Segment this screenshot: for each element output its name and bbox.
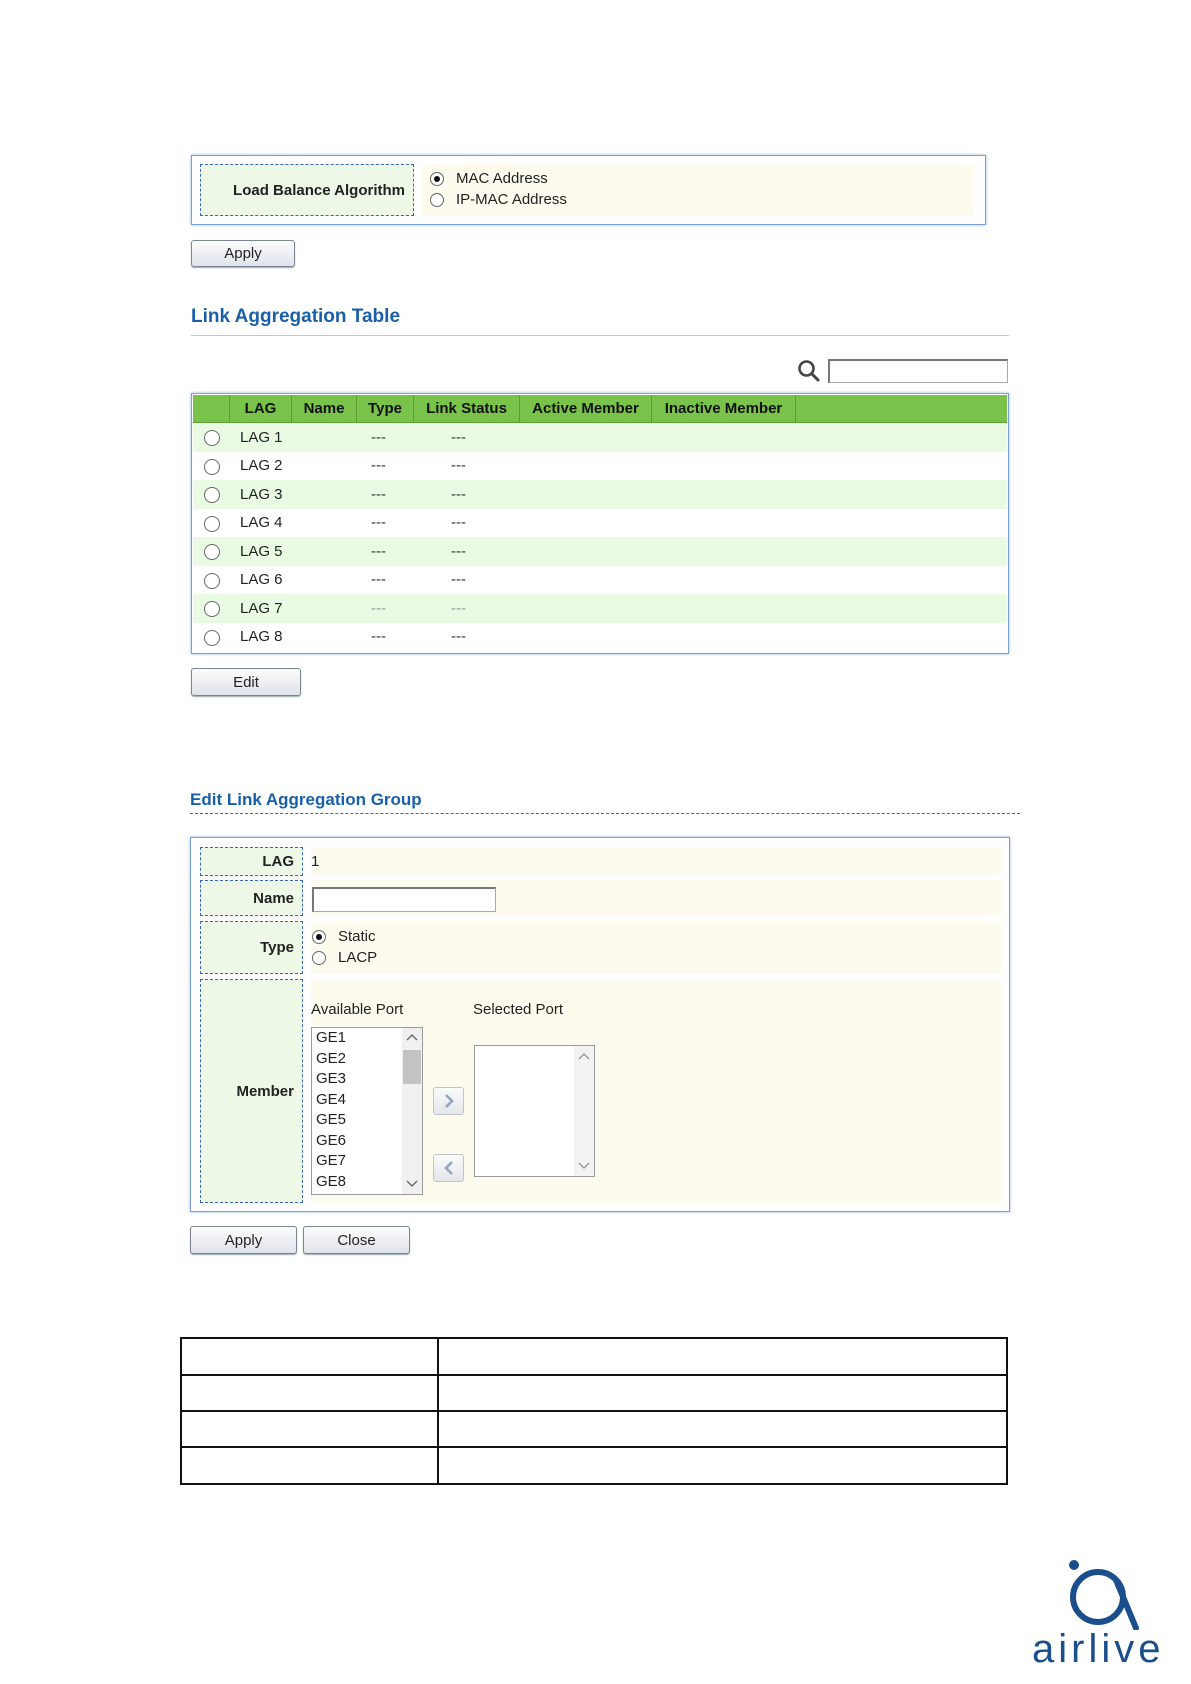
row-radio[interactable] <box>204 516 220 532</box>
radio-icon[interactable] <box>430 193 444 207</box>
list-item[interactable]: GE8 <box>316 1172 347 1190</box>
list-item[interactable]: GE7 <box>316 1152 347 1169</box>
cell-link-status: --- <box>451 514 466 532</box>
cell-type: --- <box>371 599 386 617</box>
radio-lacp[interactable] <box>312 947 377 968</box>
type-options <box>311 921 1001 974</box>
search-input[interactable] <box>828 359 1008 383</box>
header-name[interactable]: Name <box>292 395 357 422</box>
row-radio[interactable] <box>204 487 220 503</box>
edit-group-title: Edit Link Aggregation Group <box>190 790 422 809</box>
member-label: Member <box>200 979 303 1203</box>
radio-icon[interactable] <box>430 172 444 186</box>
header-link-status[interactable]: Link Status <box>414 395 520 422</box>
chevron-down-icon[interactable] <box>406 1180 418 1188</box>
list-item[interactable]: GE3 <box>316 1070 347 1087</box>
scrollbar[interactable] <box>402 1028 422 1194</box>
cell-type: --- <box>371 428 386 446</box>
cell-type: --- <box>371 571 386 589</box>
table-row[interactable] <box>193 509 1007 538</box>
cell-type: --- <box>371 628 386 646</box>
chevron-right-icon <box>442 1093 456 1109</box>
airlive-logo <box>1030 1555 1180 1675</box>
header-type[interactable]: Type <box>357 395 414 422</box>
remove-port-button[interactable] <box>433 1154 464 1182</box>
scrollbar-thumb[interactable] <box>403 1050 421 1084</box>
table-row <box>182 1375 1006 1412</box>
load-balance-panel <box>191 155 986 225</box>
cell-lag: LAG 4 <box>240 514 283 532</box>
table-row[interactable] <box>193 566 1007 595</box>
radio-ip-mac-address[interactable] <box>430 189 567 210</box>
logo-text: airlive <box>1032 1627 1165 1671</box>
available-port-label: Available Port <box>311 1001 404 1018</box>
cell-lag: LAG 6 <box>240 571 283 589</box>
member-cell <box>311 979 1001 1203</box>
cell-type: --- <box>371 485 386 503</box>
row-radio[interactable] <box>204 573 220 589</box>
edit-group-panel <box>190 837 1010 1212</box>
list-item[interactable]: GE4 <box>316 1090 347 1108</box>
search-icon[interactable] <box>797 359 821 383</box>
chevron-up-icon[interactable] <box>406 1033 418 1041</box>
list-item[interactable]: GE5 <box>316 1111 347 1128</box>
available-port-list[interactable] <box>311 1027 423 1195</box>
load-balance-apply-button[interactable]: Apply <box>191 240 295 267</box>
cell-type: --- <box>371 457 386 475</box>
lag-table <box>191 393 1009 654</box>
row-radio[interactable] <box>204 601 220 617</box>
cell-link-status: --- <box>451 571 466 589</box>
cell-link-status: --- <box>451 457 466 475</box>
row-radio[interactable] <box>204 630 220 646</box>
radio-label: LACP <box>338 949 378 966</box>
table-column-divider <box>437 1339 439 1483</box>
cell-link-status: --- <box>451 485 466 503</box>
cell-lag: LAG 8 <box>240 628 283 646</box>
list-item[interactable]: GE6 <box>316 1131 347 1149</box>
table-row[interactable] <box>193 423 1007 452</box>
header-lag[interactable]: LAG <box>230 395 292 422</box>
empty-table <box>180 1337 1008 1485</box>
lag-label: LAG <box>200 847 303 876</box>
lag-table-title: Link Aggregation Table <box>191 306 401 327</box>
table-row <box>182 1411 1006 1448</box>
cell-link-status: --- <box>451 628 466 646</box>
cell-lag: LAG 1 <box>240 428 283 446</box>
name-value-cell <box>311 880 1001 916</box>
list-item[interactable]: GE1 <box>316 1029 347 1046</box>
name-label: Name <box>200 880 303 916</box>
row-radio[interactable] <box>204 459 220 475</box>
table-row <box>182 1339 1006 1376</box>
close-button[interactable]: Close <box>303 1226 410 1254</box>
radio-label: MAC Address <box>456 170 548 187</box>
radio-mac-address[interactable] <box>430 168 567 189</box>
cell-lag: LAG 5 <box>240 542 283 560</box>
cell-link-status: --- <box>451 428 466 446</box>
row-radio[interactable] <box>204 430 220 446</box>
edit-apply-button[interactable]: Apply <box>190 1226 297 1254</box>
cell-lag: LAG 3 <box>240 485 283 503</box>
lag-value: 1 <box>311 853 320 870</box>
selected-port-label: Selected Port <box>473 1001 564 1018</box>
chevron-left-icon <box>442 1160 456 1176</box>
radio-label: Static <box>338 928 376 945</box>
chevron-down-icon[interactable] <box>578 1162 590 1170</box>
header-inactive-member[interactable]: Inactive Member <box>652 395 796 422</box>
cell-link-status: --- <box>451 599 466 617</box>
load-balance-label: Load Balance Algorithm <box>200 164 414 216</box>
radio-label: IP-MAC Address <box>456 191 567 208</box>
title-divider <box>191 335 1009 336</box>
header-active-member[interactable]: Active Member <box>520 395 652 422</box>
table-row[interactable] <box>193 623 1007 652</box>
logo-mark-icon <box>1064 1555 1154 1630</box>
scrollbar[interactable] <box>574 1046 594 1176</box>
chevron-up-icon[interactable] <box>578 1052 590 1060</box>
load-balance-options <box>422 164 974 216</box>
radio-static[interactable] <box>312 926 377 947</box>
cell-lag: LAG 7 <box>240 599 283 617</box>
cell-type: --- <box>371 542 386 560</box>
radio-icon[interactable] <box>312 951 326 965</box>
table-row[interactable] <box>193 480 1007 509</box>
lag-value-cell <box>311 847 1001 876</box>
cell-link-status: --- <box>451 542 466 560</box>
table-row[interactable] <box>193 537 1007 566</box>
add-port-button[interactable] <box>433 1087 464 1115</box>
table-row[interactable] <box>193 452 1007 481</box>
selected-port-list[interactable] <box>474 1045 595 1177</box>
type-label: Type <box>200 921 303 974</box>
edit-button[interactable]: Edit <box>191 668 301 696</box>
edit-title-divider <box>190 813 1020 814</box>
table-row[interactable] <box>193 594 1007 623</box>
cell-lag: LAG 2 <box>240 457 283 475</box>
cell-type: --- <box>371 514 386 532</box>
radio-icon[interactable] <box>312 930 326 944</box>
header-select <box>193 395 230 422</box>
row-radio[interactable] <box>204 544 220 560</box>
name-input[interactable] <box>312 887 496 912</box>
list-item[interactable]: GE2 <box>316 1049 347 1067</box>
table-header <box>193 395 1007 423</box>
